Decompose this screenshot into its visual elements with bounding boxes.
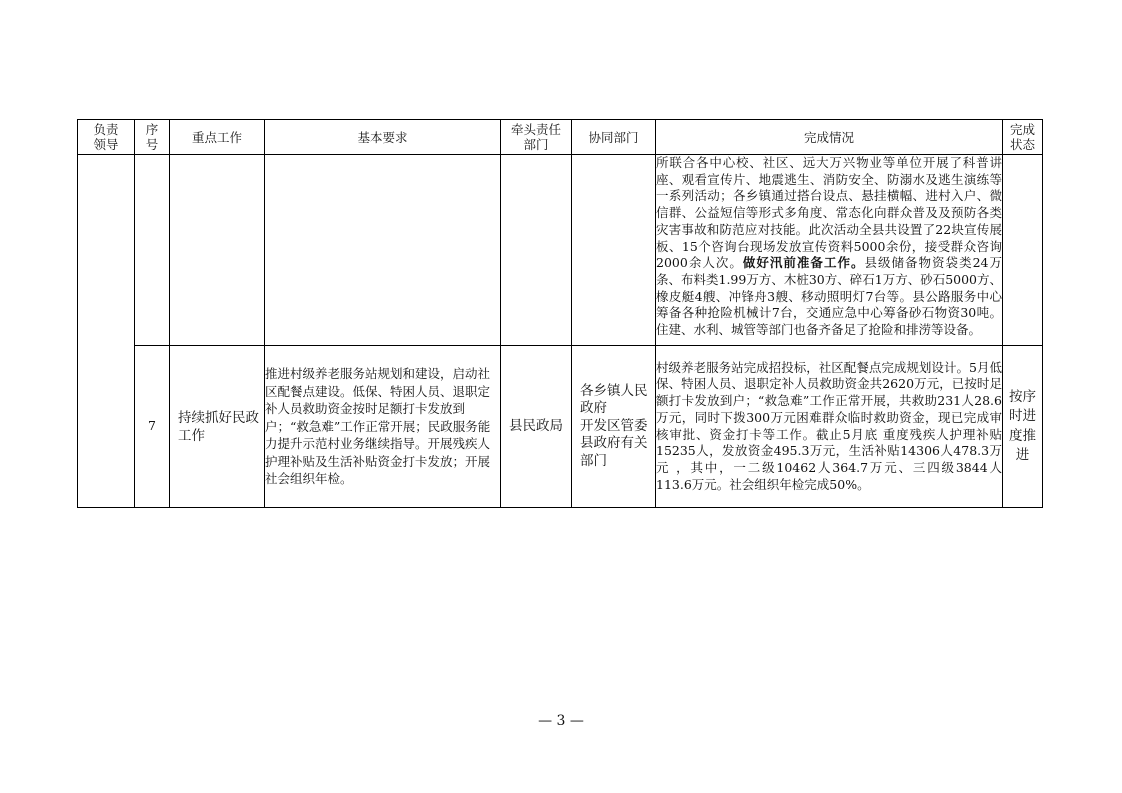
header-index: 序 号: [135, 120, 170, 155]
work-progress-table: [77, 119, 1043, 508]
progress-cell: 村级养老服务站完成招投标，社区配餐点完成规划设计。5月低保、特困人员、退职定补人员救助资金共2620万元，已按时足额打卡发放到户；“救急难”工作正常开展，共救助231人28.6万元，同时下拨300万元困难群众临时救助资金，现已完成审核审批、资金打卡等工作。截止5月底 重度残疾人护理补贴15235人，发放资金495.3万元，生活补贴14306人478.3万元 ，其中，一二级10462人364.7万元、三四级3844人113.6万元。社会组织年检完成50%。: [656, 346, 1003, 508]
index-cell: [135, 155, 170, 346]
status-cell: 按序时进度推进: [1003, 346, 1043, 508]
header-key-work: 重点工作: [170, 120, 265, 155]
header-co-dept: 协同部门: [572, 120, 656, 155]
index-cell: 7: [135, 346, 170, 508]
key-work-cell: [170, 155, 265, 346]
header-leader: 负责 领导: [78, 120, 135, 155]
key-work-cell: 持续抓好民政工作: [170, 346, 265, 508]
lead-dept-cell: 县民政局: [501, 346, 572, 508]
progress-text: 所联合各中心校、社区、远大万兴物业等单位开展了科普讲座、观看宣传片、地震逃生、消防安全、防溺水及逃生演练等一系列活动；各乡镇通过搭台设点、悬挂横幅、进村入户、微信群、公益短信等形式多角度、常态化向群众普及及预防各类灾害事故和防范应对技能。此次活动全县共设置了22块宣传展板、15个咨询台现场发放宣传资料5000余份，接受群众咨询2000余人次。: [656, 155, 1002, 271]
progress-cell: [656, 155, 1003, 346]
requirements-cell: 推进村级养老服务站规划和建设，启动社区配餐点建设。低保、特困人员、退职定补人员救助资金按时足额打卡发放到户；“救急难”工作正常开展；民政服务能力提升示范村业务继续指导。开展残疾人护理补贴及生活补贴资金打卡发放；开展社会组织年检。: [265, 346, 501, 508]
table-row: [78, 346, 1043, 508]
leader-cell: [78, 155, 135, 508]
header-progress: 完成情况: [656, 120, 1003, 155]
page-number: — 3 —: [538, 713, 584, 729]
co-dept-cell: 各乡镇人民政府 开发区管委 县政府有关部门: [572, 346, 656, 508]
header-lead-dept: 牵头责任 部门: [501, 120, 572, 155]
header-status: 完成 状态: [1003, 120, 1043, 155]
table-row: [78, 155, 1043, 346]
header-requirements: 基本要求: [265, 120, 501, 155]
lead-dept-cell: [501, 155, 572, 346]
table-header-row: [78, 120, 1043, 155]
progress-bold-heading: 做好汛前准备工作。: [742, 255, 865, 271]
requirements-cell: [265, 155, 501, 346]
status-cell: [1003, 155, 1043, 346]
progress-text-continued: 县级储备物资袋类24万条、布料类1.99万方、木桩30方、碎石1万方、砂石5000方、橡皮艇4艘、冲锋舟3艘、移动照明灯7台等。县公路服务中心筹备各种抢险机械计7台，交通应急中心筹备砂石物资30吨。住建、水利、城管等部门也备齐备足了抢险和排涝等设备。: [656, 255, 1003, 338]
co-dept-cell: [572, 155, 656, 346]
